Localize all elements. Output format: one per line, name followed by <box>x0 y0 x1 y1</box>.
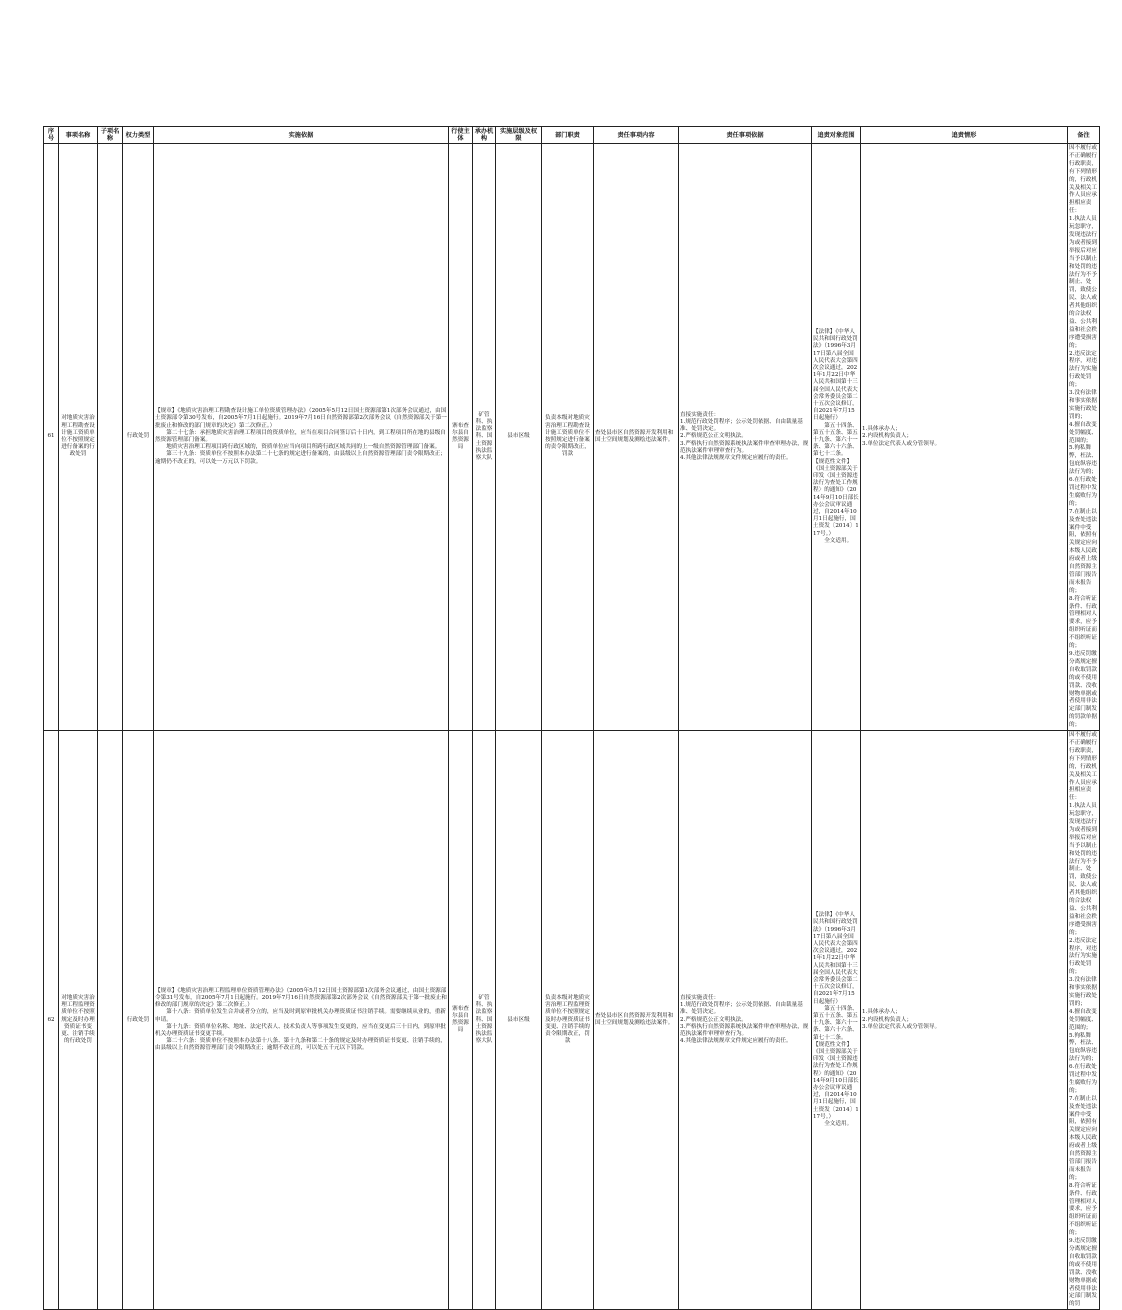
cell-sub <box>98 144 123 731</box>
cell-cases: 因不履行或不正确履行行政职责，有下列情形的，行政机关及相关工作人员应承担相应责任： 1.执法人员玩忽职守，发现违法行为或者接到举报后对应当予以制止和处罚的违法行为不予制止、处罚，致使公民、法人或者其他组织的合法权益、公共利益和社会秩序遭受损害的； 2.违反法定程序，对违法行为实施行政处罚的； 3.没有法律和事实依据实施行政处罚的； 4.擅自改变处罚幅度、范围的； 5.徇私舞弊，枉法、包庇纵容违法行为的； 6.在行政处罚过程中发生腐败行为的； 7.在制止以及查处违法案件中受阻，依照有关规定应向本级人民政府或者上级自然资源主管部门报告而未报告的； 8.符合听证条件、行政管理相对人要求，应予组织听证而不组织听证的； 9.违反罚缴分离规定擅自收取罚款的或不使用罚款、没收财物单据或者使用非法定部门制发的罚 <box>1068 731 1100 1310</box>
cell-type: 行政处罚 <box>123 144 154 731</box>
cell-basis2: 【法律】《中华人民共和国行政处罚法》（1996年3月17日第八届全国人民代表大会第四次会议通过，2021年1月22日中华人民共和国第十三届全国人民代表大会常务委员会第二十五次会议修订，自2021年7月15日起施行） 第五十四条、第五十五条、第五十九条、第六十一条、第六十六条、第七十二条。 【规范性文件】《国土资源部关于印发〈国土资源违法行为查处工作规程〉的通知》（2014年9月10日部长办公会议审议通过，自2014年10月1日起施行，国土资发〔2014〕117号。） 全文适用。 <box>812 144 861 731</box>
header-cell-content: 责任事项内容 <box>594 127 679 144</box>
cell-subject: 寨布查尔县自然资源局 <box>449 144 473 731</box>
table-header <box>44 127 1100 144</box>
cell-level: 县市区级 <box>496 731 542 1310</box>
cell-scope: 1.具体承办人； 2.内设机构负责人； 3.单位法定代表人或分管领导。 <box>861 144 1068 731</box>
cell-no: 61 <box>44 144 59 731</box>
header-row <box>44 127 1100 144</box>
responsibility-table <box>43 126 1100 1310</box>
cell-content: 直接实施责任： 1.规范行政处罚程序；公示处罚依据、自由裁量基准、处罚决定。 2.严格规范公正文明执法。 3.严格执行自然资源系统执法案件审查审理办法，规范执法案件审理审查行为。 4.其他法律法规规章文件规定应履行的责任。 <box>679 731 812 1310</box>
header-cell-no: 序号 <box>44 127 59 144</box>
cell-duty: 负责本级对地质灾害治理工程勘查设计施工资质单位不按照规定进行备案的责令限期改正，罚款 <box>542 144 594 731</box>
responsibility-list-sheet <box>43 126 1097 1310</box>
header-cell-scope: 追责对象范围 <box>812 127 861 144</box>
header-cell-org: 承办机构 <box>473 127 496 144</box>
cell-basis: 【规章】《地质灾害治理工程勘查设计施工单位资质管理办法》（2005年5月12日国土资源部第1次部务会议通过，由国土资源部令第30号发布，自2005年7月1日起施行。2019年7月16日自然资源部第2次部务会议《自然资源部关于第一批废止和修改的部门规章的决定》第二次修正。） 第二十七条：承担地质灾害治理工程项目的资质单位，应当在项目合同签订后十日内，到工程项目所在地的县级自然资源管理部门备案。 地质灾害治理工程项目跨行政区域的，资质单位应当向项目所跨行政区域共同的上一级自然资源管理部门备案。 第三十九条：资质单位不按照本办法第二十七条的规定进行备案的，由县级以上自然资源管理部门责令限期改正；逾期仍不改正的，可以处一万元以下罚款。 <box>154 144 449 731</box>
cell-cases: 因不履行或不正确履行行政职责，有下列情形的，行政机关及相关工作人员应承担相应责任： 1.执法人员玩忽职守，发现违法行为或者接到举报后对应当予以制止和处罚的违法行为不予制止、处罚，致使公民、法人或者其他组织的合法权益、公共利益和社会秩序遭受损害的； 2.违反法定程序，对违法行为实施行政处罚的； 3.没有法律和事实依据实施行政处罚的； 4.擅自改变处罚幅度、范围的； 5.徇私舞弊，枉法、包庇纵容违法行为的； 6.在行政处罚过程中发生腐败行为的； 7.在制止以及查处违法案件中受阻，依照有关规定应向本级人民政府或者上级自然资源主管部门报告而未报告的； 8.符合听证条件、行政管理相对人要求，应予组织听证而不组织听证的； 9.违反罚缴分离规定擅自收取罚款的或不使用罚款、没收财物单据或者使用非法定部门制发的罚款单据的； <box>1068 144 1100 731</box>
cell-basis: 【规章】《地质灾害治理工程监理单位资质管理办法》（2005年5月12日国土资源部第1次部务会议通过，由国土资源部令第31号发布，自2005年7月1日起施行。2019年7月16日自然资源部第2次部务会议《自然资源部关于第一批废止和修改的部门规章的决定》第二次修正。） 第十八条：资质单位发生合并或者分立的，应当及时到原审批机关办理资质证书注销手续。需要继续从业的，重新申请。 第十九条：资质单位名称、地址、法定代表人、技术负责人等事项发生变更的，应当在变更后三十日内，到原审批机关办理资质证书变更手续。 第二十六条：资质单位不按照本办法第十八条、第十九条和第二十条的规定及时办理资质证书变更、注销手续的，由县级以上自然资源管理部门责令限期改正；逾期不改正的，可以处五千元以下罚款。 <box>154 731 449 1310</box>
cell-org: 矿管科、执法监察科、国土资源执法监察大队 <box>473 144 496 731</box>
header-cell-level: 实施层级及权限 <box>496 127 542 144</box>
cell-sub <box>98 731 123 1310</box>
header-cell-basis: 实施依据 <box>154 127 449 144</box>
cell-name: 对地质灾害治理工程监理资质单位不按照规定及时办理资质证书变更、注销手续的行政处罚 <box>59 731 98 1310</box>
cell-basis2: 【法律】《中华人民共和国行政处罚法》（1996年3月17日第八届全国人民代表大会第四次会议通过，2021年1月22日中华人民共和国第十三届全国人民代表大会常务委员会第二十五次会议修订，自2021年7月15日起施行） 第五十四条、第五十五条、第五十九条、第六十一条、第六十六条、第七十二条。 【规范性文件】《国土资源部关于印发〈国土资源违法行为查处工作规程〉的通知》（2014年9月10日部长办公会议审议通过，自2014年10月1日起施行，国土资发〔2014〕117号。） 全文适用。 <box>812 731 861 1310</box>
cell-type: 行政处罚 <box>123 731 154 1310</box>
cell-dept: 查处县市区自然资源开发利用和国土空间规划及测绘违法案件。 <box>594 731 679 1310</box>
table-row <box>44 731 1100 1310</box>
header-cell-name: 事项名称 <box>59 127 98 144</box>
cell-scope: 1.具体承办人； 2.内设机构负责人； 3.单位法定代表人或分管领导。 <box>861 731 1068 1310</box>
table-body <box>44 144 1100 1310</box>
cell-duty: 负责本级对地质灾害治理工程监理资质单位不按照规定及时办理资质证书变更、注销手续的责令限期改正，罚款 <box>542 731 594 1310</box>
header-cell-sub: 子项名称 <box>98 127 123 144</box>
header-cell-type: 权力类型 <box>123 127 154 144</box>
header-cell-subject: 行使主体 <box>449 127 473 144</box>
cell-dept: 查处县市区自然资源开发利用和国土空间规划及测绘违法案件。 <box>594 144 679 731</box>
header-cell-cases: 追责情形 <box>861 127 1068 144</box>
cell-content: 直接实施责任： 1.规范行政处罚程序；公示处罚依据、自由裁量基准、处罚决定。 2.严格规范公正文明执法。 3.严格执行自然资源系统执法案件审查审理办法，规范执法案件审理审查行为。 4.其他法律法规规章文件规定应履行的责任。 <box>679 144 812 731</box>
table-row <box>44 144 1100 731</box>
cell-level: 县市区级 <box>496 144 542 731</box>
cell-subject: 寨布查尔县自然资源局 <box>449 731 473 1310</box>
cell-no: 62 <box>44 731 59 1310</box>
cell-org: 矿管科、执法监察科、国土资源执法监察大队 <box>473 731 496 1310</box>
cell-name: 对地质灾害治理工程勘查设计施工资质单位不按照规定进行备案的行政处罚 <box>59 144 98 731</box>
header-cell-basis2: 责任事项依据 <box>679 127 812 144</box>
header-cell-dept: 部门职责 <box>542 127 594 144</box>
header-cell-note: 备注 <box>1068 127 1100 144</box>
